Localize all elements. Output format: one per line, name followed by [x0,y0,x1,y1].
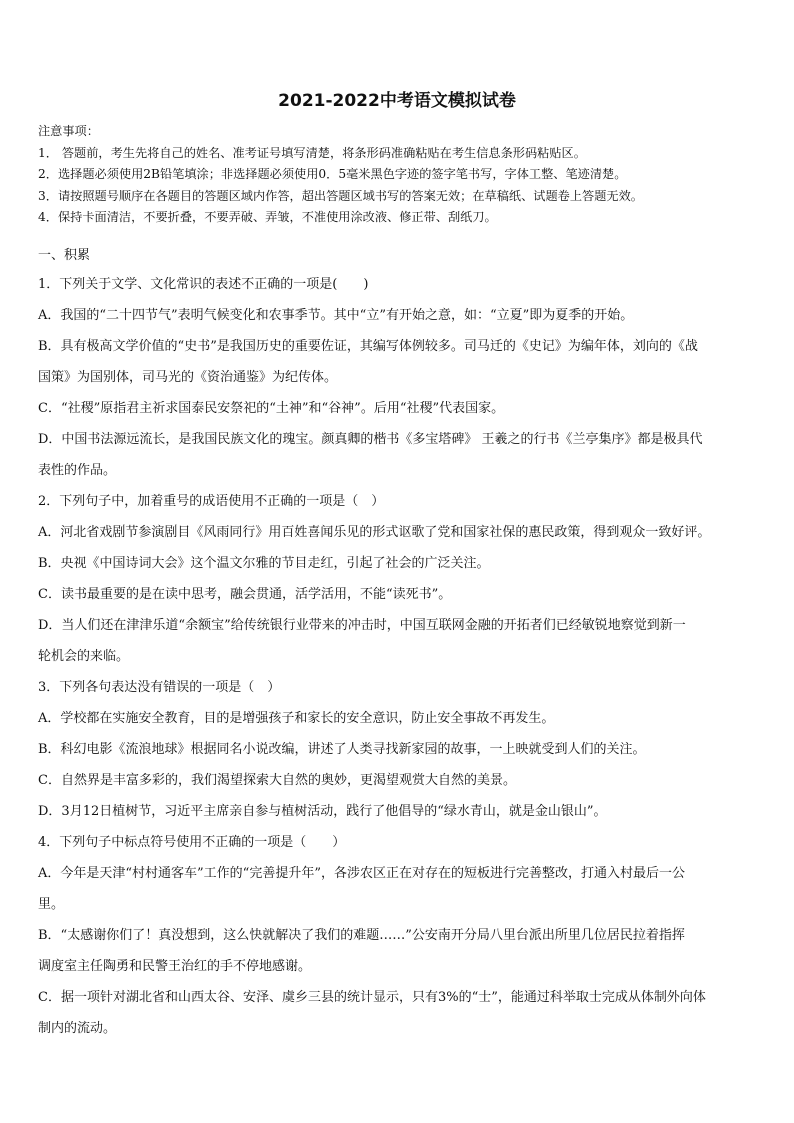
option-line-continued: 制内的流动。 [38,1021,117,1036]
notice-item: 2．选择题必须使用2B铅笔填涂；非选择题必须使用0．5毫米黑色字迹的签字笔书写，字体工整、笔迹清楚。 [38,167,627,181]
option-line: B．“太感谢你们了！真没想到，这么快就解决了我们的难题……”公安南开分局八里台派出所里几位居民拉着指挥 [38,928,685,943]
option-line: A．我国的“二十四节气”表明气候变化和农事季节。其中“立”有开始之意，如：“立夏”即为夏季的开始。 [38,308,634,323]
option-line-continued: 里。 [38,897,65,912]
notice-block [38,121,768,229]
option-line: A．河北省戏剧节参演剧目《风雨同行》用百姓喜闻乐见的形式讴歌了党和国家社保的惠民政策，得到观众一致好评。 [38,525,711,540]
option-line-continued: 国策》为国别体，司马光的《资治通鉴》为纪传体。 [38,370,338,385]
notice-heading: 注意事项： [38,124,99,138]
option-line: A．今年是天津“村村通客车”工作的“完善提升年”，各涉农区正在对存在的短板进行完善整改，打通入村最后一公 [38,866,685,881]
notice-item: 3．请按照题号顺序在各题目的答题区域内作答，超出答题区域书写的答案无效；在草稿纸、试题卷上答题无效。 [38,188,643,203]
question-stem: 2．下列句子中，加着重号的成语使用不正确的一项是（ ） [38,494,385,509]
question-stem: 4．下列句子中标点符号使用不正确的一项是（ ） [38,835,346,850]
question-content [38,243,762,1044]
option-line: D．当人们还在津津乐道“余额宝”给传统银行业带来的冲击时，中国互联网金融的开拓者们已经敏锐地察觉到新一 [38,618,686,633]
option-line: B．具有极高文学价值的“史书”是我国历史的重要佐证，其编写体例较多。司马迁的《史记》为编年体，刘向的《战 [38,339,698,354]
question-stem: 1．下列关于文学、文化常识的表述不正确的一项是( ) [38,277,369,292]
option-line-continued: 调度室主任陶勇和民警王治红的手不停地感谢。 [38,959,312,974]
option-line: C．据一项针对湖北省和山西太谷、安泽、虞乡三县的统计显示，只有3%的“士”，能通过科举取士完成从体制外向体 [38,990,706,1005]
notice-item: 1． 答题前，考生先将自己的姓名、准考证号填写清楚，将条形码准确粘贴在考生信息条形码粘贴区。 [38,145,586,160]
option-line: D．中国书法源远流长，是我国民族文化的瑰宝。颜真卿的楷书《多宝塔碑》 王羲之的行书《兰亭集序》都是极具代 [38,432,703,447]
option-line: C．读书最重要的是在读中思考，融会贯通，活学活用，不能“读死书”。 [38,587,452,602]
option-line: B．科幻电影《流浪地球》根据同名小说改编，讲述了人类寻找新家园的故事，一上映就受到人们的关注。 [38,742,646,757]
option-line-continued: 表性的作品。 [38,463,117,478]
exam-title: 2021-2022中考语文模拟试卷 [278,91,516,111]
option-line: C．“社稷”原指君主祈求国泰民安祭祀的“土神”和“谷神”。后用“社稷”代表国家。 [38,401,505,416]
notice-item: 4．保持卡面清洁，不要折叠，不要弄破、弄皱，不准使用涂改液、修正带、刮纸刀。 [38,210,497,224]
option-line: A．学校都在实施安全教育，目的是增强孩子和家长的安全意识，防止安全事故不再发生。 [38,711,555,726]
option-line: B．央视《中国诗词大会》这个温文尔雅的节目走红，引起了社会的广泛关注。 [38,556,490,571]
section-heading: 一、积累 [38,248,91,263]
question-stem: 3．下列各句表达没有错误的一项是（ ） [38,680,281,695]
option-line-continued: 轮机会的来临。 [38,649,130,664]
option-line: C．自然界是丰富多彩的，我们渴望探索大自然的奥妙，更渴望观赏大自然的美景。 [38,773,516,788]
option-line: D．3月12日植树节，习近平主席亲自参与植树活动，践行了他倡导的“绿水青山，就是金山银山”。 [38,804,607,819]
